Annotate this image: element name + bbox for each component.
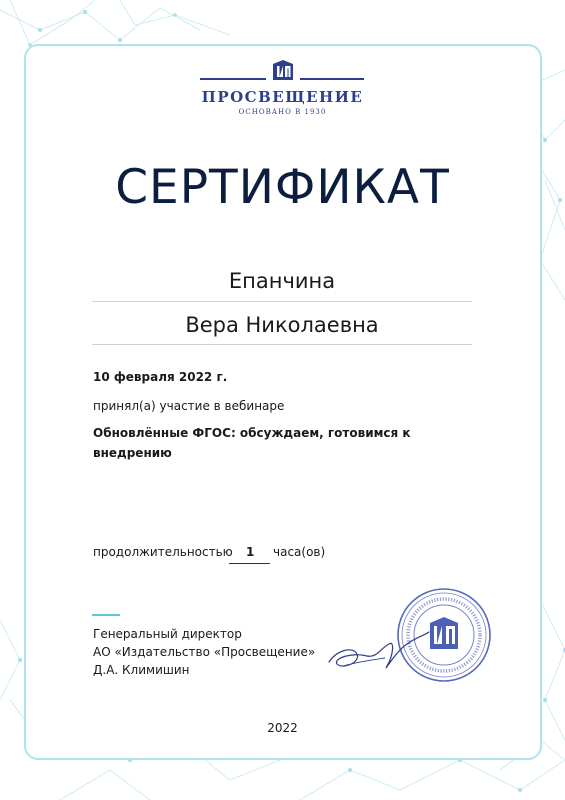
duration-value: 1	[246, 545, 255, 559]
logo-subtitle: ОСНОВАНО В 1930	[238, 108, 327, 116]
webinar-title: Обновлённые ФГОС: обсуждаем, готовимся к внедрению	[93, 426, 411, 460]
certificate-title: СЕРТИФИКАТ	[115, 160, 450, 215]
recipient-first-name: Вера Николаевна	[185, 313, 379, 337]
event-date: 10 февраля 2022 г.	[93, 370, 228, 384]
signatory-organization: АО «Издательство «Просвещение»	[93, 645, 316, 659]
signatory-position: Генеральный директор	[93, 627, 242, 641]
duration-label: продолжительностью	[93, 545, 233, 559]
handwritten-signature	[323, 622, 433, 678]
recipient-last-name: Епанчина	[228, 269, 336, 293]
duration-unit: часа(ов)	[273, 545, 326, 559]
signatory-name: Д.А. Климишин	[93, 663, 190, 677]
duration-underline	[229, 563, 270, 564]
logo-rule-right	[300, 78, 364, 80]
logo-wordmark: ПРОСВЕЩЕНИЕ	[201, 88, 364, 106]
name-divider-1	[92, 301, 472, 302]
accent-dash	[92, 614, 120, 616]
prosveshchenie-logo-icon	[271, 58, 295, 82]
name-divider-2	[92, 344, 472, 345]
footer-year: 2022	[267, 721, 298, 735]
logo-rule-left	[200, 78, 266, 80]
participation-text: принял(а) участие в вебинаре	[93, 399, 285, 413]
